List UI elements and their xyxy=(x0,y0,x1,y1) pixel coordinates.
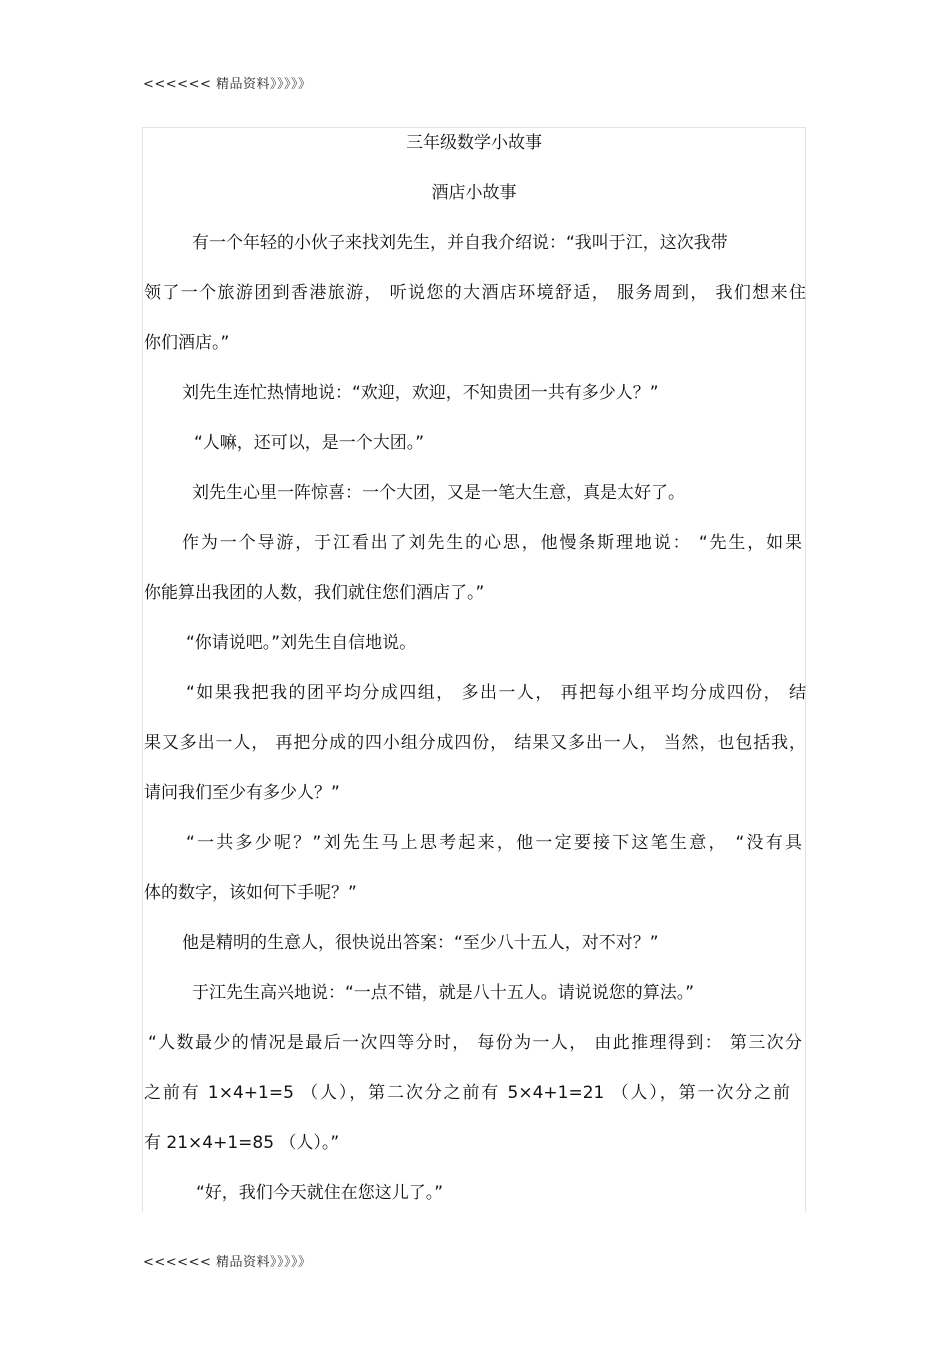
paragraph-line: 体的数字，该如何下手呢？” xyxy=(144,883,357,903)
page-footer: <<<<<< 精品资料》》》》》 xyxy=(143,1255,312,1270)
paragraph-line: “人嘛，还可以，是一个大团。” xyxy=(194,433,425,453)
story-title: 酒店小故事 xyxy=(431,183,517,203)
paragraph-line: “好，我们今天就住在您这儿了。” xyxy=(196,1183,444,1203)
paragraph-line: 于江先生高兴地说：“一点不错，就是八十五人。请说说您的算法。” xyxy=(192,983,695,1003)
paragraph-line: 请问我们至少有多少人？” xyxy=(144,783,340,803)
paragraph-line: 刘先生心里一阵惊喜：一个大团，又是一笔大生意，真是太好了。 xyxy=(192,483,685,503)
paragraph-line: “如果我把我的团平均分成四组， 多出一人， 再把每小组平均分成四份， 结 xyxy=(186,683,806,703)
paragraph-line: 果又多出一人， 再把分成的四小组分成四份， 结果又多出一人， 当然，也包括我， xyxy=(144,733,806,753)
paragraph-line: 有一个年轻的小伙子来找刘先生，并自我介绍说：“我叫于江，这次我带 xyxy=(192,233,728,253)
paragraph-line: 刘先生连忙热情地说：“欢迎，欢迎，不知贵团一共有多少人？” xyxy=(182,383,659,403)
page-header: <<<<<< 精品资料》》》》》 xyxy=(143,77,312,92)
paragraph-line: 你能算出我团的人数，我们就住您们酒店了。” xyxy=(144,583,485,603)
paragraph-line: “一共多少呢？”刘先生马上思考起来，他一定要接下这笔生意， “没有具 xyxy=(186,833,802,853)
paragraph-line: 领了一个旅游团到香港旅游， 听说您的大酒店环境舒适， 服务周到， 我们想来住 xyxy=(144,283,806,303)
paragraph-line: “人数最少的情况是最后一次四等分时， 每份为一人， 由此推理得到： 第三次分 xyxy=(148,1033,802,1053)
paragraph-line: 作为一个导游，于江看出了刘先生的心思，他慢条斯理地说： “先生，如果 xyxy=(182,533,802,553)
paragraph-line: 他是精明的生意人，很快说出答案：“至少八十五人，对不对？” xyxy=(182,933,659,953)
paragraph-line: 有 21×4+1=85 （人）。” xyxy=(144,1133,340,1153)
document-title: 三年级数学小故事 xyxy=(406,133,542,153)
paragraph-line: 之前有 1×4+1=5 （人），第二次分之前有 5×4+1=21 （人），第一次分之前 xyxy=(144,1083,790,1103)
paragraph-line: 你们酒店。” xyxy=(144,333,230,353)
paragraph-line: “你请说吧。”刘先生自信地说。 xyxy=(186,633,417,653)
